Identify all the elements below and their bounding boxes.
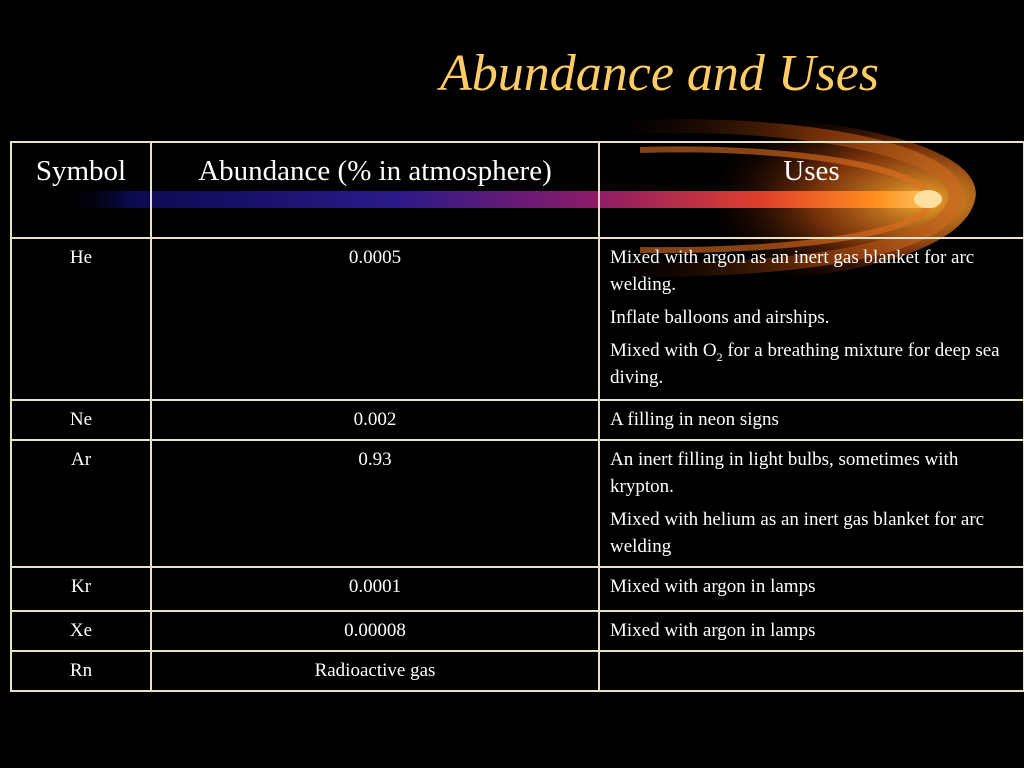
table-row-he (11, 238, 1024, 400)
cell-uses (599, 611, 1024, 651)
slide-title: Abundance and Uses (440, 45, 880, 102)
table-header-row (11, 142, 1024, 238)
cell-symbol: He (11, 238, 151, 400)
cell-symbol: Ar (11, 440, 151, 567)
use-item: A filling in neon signs (610, 409, 779, 430)
cell-uses (599, 567, 1024, 611)
table-row-ne (11, 400, 1024, 440)
cell-abundance: 0.93 (151, 440, 599, 567)
use-item: Mixed with argon in lamps (610, 576, 816, 597)
cell-uses (599, 440, 1024, 567)
use-item: Inflate balloons and airships. (610, 307, 830, 328)
table-row-rn (11, 651, 1024, 691)
header-abundance: Abundance (% in atmosphere) (151, 142, 599, 238)
use-item: Mixed with $O_2$ for a breathing mixture for deep sea diving. (610, 340, 1000, 388)
use-item: Mixed with argon as an inert gas blanket for arc welding. (610, 247, 975, 295)
use-item: Mixed with argon in lamps (610, 620, 816, 641)
cell-abundance: 0.002 (151, 400, 599, 440)
cell-uses (599, 238, 1024, 400)
cell-symbol: Kr (11, 567, 151, 611)
cell-uses (599, 400, 1024, 440)
header-uses: Uses (599, 142, 1024, 238)
cell-abundance: 0.0001 (151, 567, 599, 611)
cell-abundance: 0.00008 (151, 611, 599, 651)
table-row-xe (11, 611, 1024, 651)
header-symbol: Symbol (11, 142, 151, 238)
cell-symbol: Xe (11, 611, 151, 651)
cell-abundance: 0.0005 (151, 238, 599, 400)
cell-uses (599, 651, 1024, 691)
table-row-kr (11, 567, 1024, 611)
gas-table (10, 141, 1024, 692)
use-item: Mixed with helium as an inert gas blanket for arc welding (610, 509, 985, 557)
table-row-ar (11, 440, 1024, 567)
cell-abundance: Radioactive gas (151, 651, 599, 691)
cell-symbol: Ne (11, 400, 151, 440)
cell-symbol: Rn (11, 651, 151, 691)
use-item: An inert filling in light bulbs, sometimes with krypton. (610, 449, 959, 497)
